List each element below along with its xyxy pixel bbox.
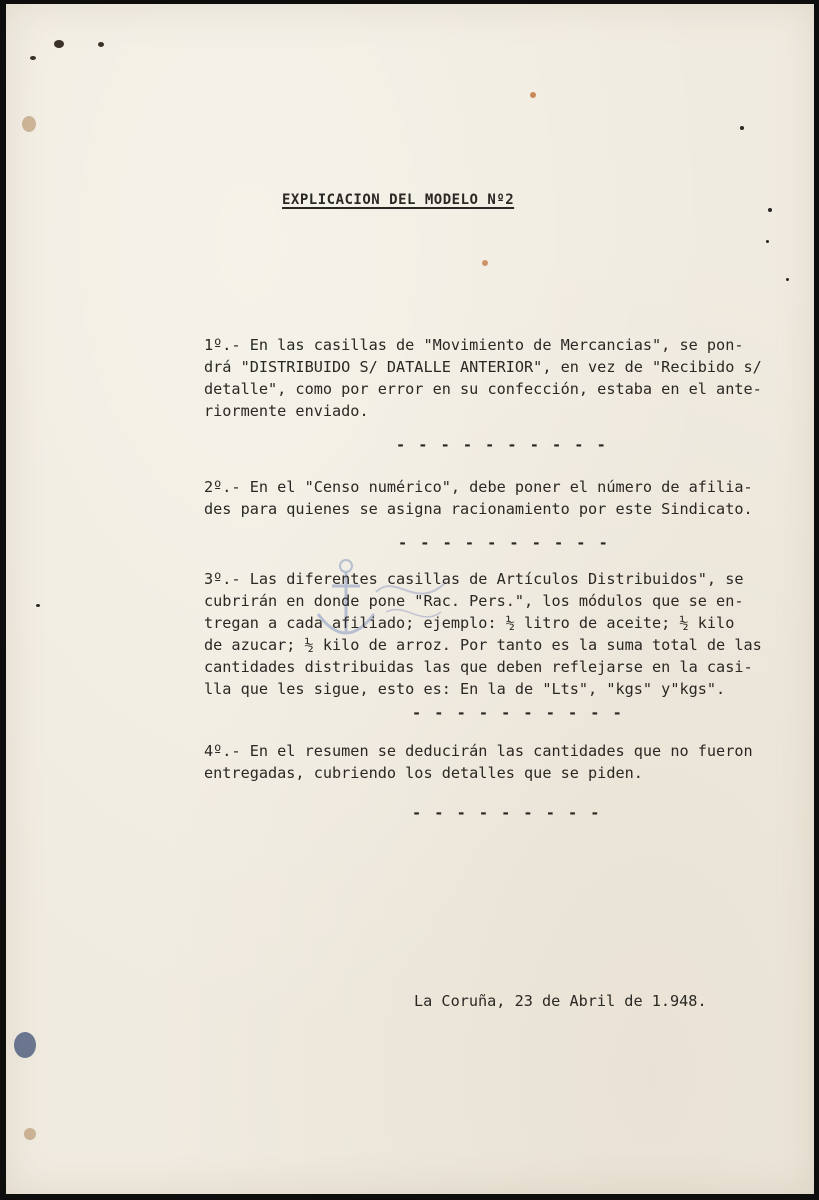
ink-dot xyxy=(786,278,789,281)
ink-stain xyxy=(14,1032,36,1058)
ink-dot xyxy=(768,208,772,212)
paragraph-2: 2º.- En el "Censo numérico", debe poner el número de afilia- des para quienes se asigna racionamiento por este Sindicato. xyxy=(204,478,753,518)
paragraph-1: 1º.- En las casillas de "Movimiento de Mercancias", se pon- drá "DISTRIBUIDO S/ DATALLE ANTERIOR", en vez de "Recibido s/ detalle", como por error en su confección, estaba en el ante- riormente enviado. xyxy=(204,336,762,420)
separator-3: - - - - - - - - - - xyxy=(412,704,624,722)
separator-4: - - - - - - - - - xyxy=(412,804,602,822)
rust-stain xyxy=(22,116,36,132)
separator-1: - - - - - - - - - - xyxy=(396,436,608,454)
rust-stain xyxy=(530,92,536,98)
separator-2: - - - - - - - - - - xyxy=(398,534,610,552)
ink-stain xyxy=(54,40,64,48)
paragraph-4: 4º.- En el resumen se deducirán las cantidades que no fueron entregadas, cubriendo los detalles que se piden. xyxy=(204,742,753,782)
ink-stain xyxy=(30,56,36,60)
rust-stain xyxy=(482,260,488,266)
document-title: EXPLICACION DEL MODELO Nº2 xyxy=(282,192,515,208)
ink-dot xyxy=(36,604,40,607)
date-line: La Coruña, 23 de Abril de 1.948. xyxy=(414,992,707,1010)
rust-stain xyxy=(24,1128,36,1140)
ink-dot xyxy=(740,126,744,130)
ink-dot xyxy=(766,240,769,243)
ink-stain xyxy=(98,42,104,47)
paragraph-3: 3º.- Las diferentes casillas de Artículos Distribuidos", se cubrirán en donde pone "Rac. Pers.", los módulos que se en- tregan a cada afiliado; ejemplo: ½ litro de aceite; ½ kilo de azucar; ½ kilo de arroz. Por tanto es la suma total de las cantidades distribuidas las que deben reflejarse en la casi- lla que les sigue, esto es: En la de "Lts", "kgs" y"kgs". xyxy=(204,570,762,698)
